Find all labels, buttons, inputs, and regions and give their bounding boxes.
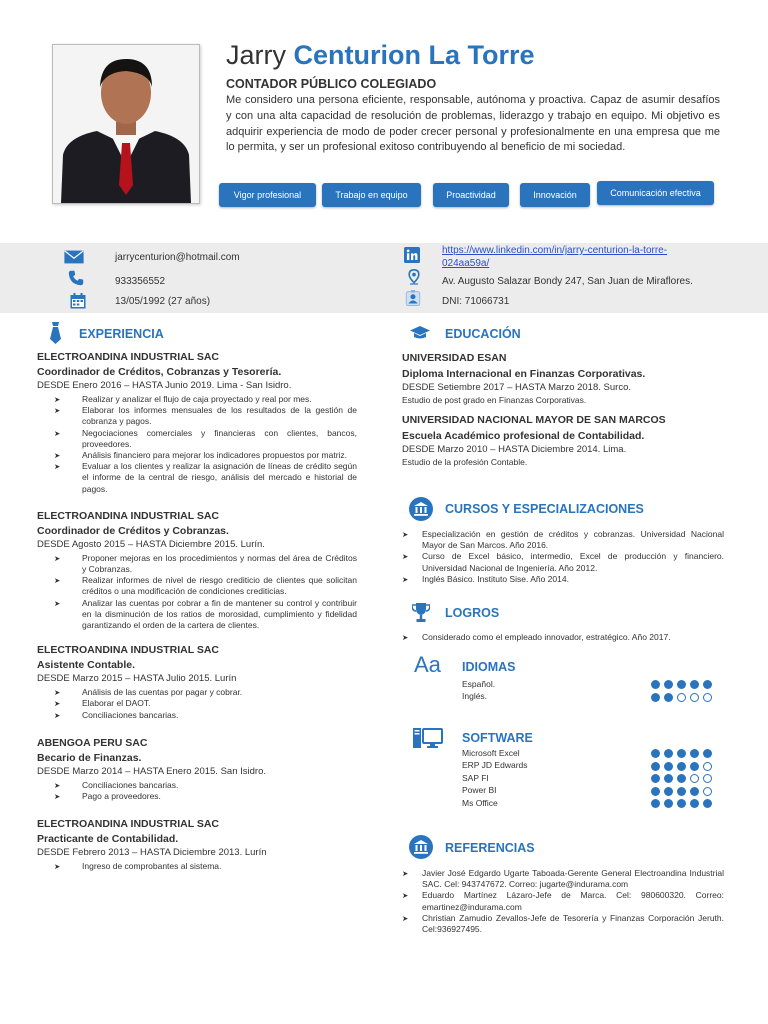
- job-role: Becario de Finanzas.: [37, 751, 142, 764]
- education-list: [402, 351, 727, 468]
- reference-item: ➤ Javier José Edgardo Ugarte Taboada-Gerente General Electroandina Industrial SAC. Cel: 943747672. Correo: jugarte@indurama.com: [402, 868, 724, 890]
- experience-list: [37, 350, 357, 872]
- job-bullet: ➤ Conciliaciones bancarias.: [68, 780, 357, 791]
- job-role: Asistente Contable.: [37, 659, 136, 672]
- rating-dot-filled: [651, 749, 660, 758]
- software-name: Ms Office: [462, 797, 498, 808]
- skill-badge-innovation: Innovación: [520, 183, 590, 207]
- experience-heading: EXPERIENCIA: [79, 327, 164, 341]
- tie-icon: [50, 322, 61, 344]
- job-bullet: ➤ Conciliaciones bancarias.: [68, 710, 357, 721]
- rating-dot-empty: [703, 774, 712, 783]
- skill-badge-teamwork: Trabajo en equipo: [322, 183, 421, 207]
- job-bullet: ➤ Realizar informes de nivel de riesgo crediticio de clientes que solicitan créditos o una modificación de condiciones crediticias.: [68, 575, 357, 597]
- job-entry: [37, 736, 357, 802]
- job-dates: DESDE Marzo 2014 – HASTA Enero 2015. San Isidro.: [37, 765, 266, 777]
- references-list: [402, 868, 724, 935]
- rating-dot-filled: [677, 749, 686, 758]
- education-entry: [402, 413, 727, 468]
- job-bullet: ➤ Pago a proveedores.: [68, 791, 357, 802]
- rating-dot-filled: [651, 799, 660, 808]
- rating-dot-filled: [664, 749, 673, 758]
- job-dates: DESDE Marzo 2015 – HASTA Julio 2015. Lurín: [37, 673, 237, 685]
- rating-dot-empty: [677, 693, 686, 702]
- phone-icon: [66, 270, 86, 286]
- courses-heading: CURSOS Y ESPECIALIZACIONES: [445, 502, 644, 516]
- job-company: ELECTROANDINA INDUSTRIAL SAC: [37, 509, 220, 522]
- trophy-icon: [412, 603, 430, 623]
- rating-dot-filled: [690, 680, 699, 689]
- software-level-rating: [651, 799, 712, 808]
- job-bullet: ➤ Realizar y analizar el flujo de caja proyectado y real por mes.: [68, 394, 357, 405]
- languages-list: [462, 678, 495, 703]
- education-degree: Escuela Académico profesional de Contabilidad.: [402, 430, 645, 442]
- job-bullets: [68, 687, 357, 721]
- software-level-rating: [651, 762, 712, 771]
- calendar-icon: [68, 293, 88, 309]
- job-bullet: ➤ Análisis de las cuentas por pagar y cobrar.: [68, 687, 357, 698]
- language-level-rating: [651, 693, 712, 702]
- rating-dot-empty: [690, 693, 699, 702]
- rating-dot-filled: [664, 680, 673, 689]
- job-dates: DESDE Febrero 2013 – HASTA Diciembre 2013. Lurín: [37, 847, 267, 859]
- job-company: ELECTROANDINA INDUSTRIAL SAC: [37, 644, 220, 657]
- software-name: Microsoft Excel: [462, 748, 520, 758]
- software-name: SAP FI: [462, 772, 489, 783]
- job-company: ELECTROANDINA INDUSTRIAL SAC: [37, 818, 220, 831]
- job-dates: DESDE Agosto 2015 – HASTA Diciembre 2015. Lurín.: [37, 538, 265, 550]
- candidate-name: [226, 40, 535, 71]
- reference-item: ➤ Eduardo Martínez Lázaro-Jefe de Marca. Cel: 980600320. Correo: emartinez@indurama.com: [402, 890, 724, 912]
- rating-dot-filled: [703, 749, 712, 758]
- job-role: Coordinador de Créditos, Cobranzas y Tesorería.: [37, 366, 282, 378]
- job-entry: [37, 350, 357, 495]
- rating-dot-filled: [690, 762, 699, 771]
- references-icon: [409, 835, 433, 859]
- education-note: Estudio de la profesión Contable.: [402, 457, 528, 467]
- rating-dot-empty: [703, 787, 712, 796]
- achievements-heading: LOGROS: [445, 606, 500, 620]
- rating-dot-filled: [690, 799, 699, 808]
- email-icon: [64, 249, 84, 265]
- rating-dot-filled: [677, 680, 686, 689]
- skill-badge-vigor: Vigor profesional: [219, 183, 316, 207]
- reference-item: ➤ Christian Zamudio Zevallos-Jefe de Tesorería y Finanzas Corporación Jeruth. Cel:936927495.: [402, 913, 724, 935]
- linkedin-icon: [402, 247, 422, 263]
- references-heading: REFERENCIAS: [445, 841, 535, 855]
- job-bullet: ➤ Proponer mejoras en los procedimientos y normas del área de Créditos y Cobranzas.: [68, 553, 357, 575]
- job-dates: DESDE Enero 2016 – HASTA Junio 2019. Lima - San Isidro.: [37, 380, 292, 391]
- rating-dot-filled: [664, 799, 673, 808]
- rating-dot-filled: [677, 762, 686, 771]
- portrait-image: [53, 45, 199, 203]
- job-bullets: [68, 394, 357, 495]
- education-dates: DESDE Marzo 2010 – HASTA Diciembre 2014. Lima.: [402, 444, 627, 455]
- linkedin-link[interactable]: [442, 244, 667, 270]
- job-bullets: [68, 861, 357, 872]
- software-level-rating: [651, 749, 712, 758]
- education-entry: [402, 351, 727, 406]
- id-card-icon: [403, 290, 423, 306]
- rating-dot-filled: [651, 774, 660, 783]
- course-item: ➤ Especialización en gestión de créditos y cobranzas. Universidad Nacional Mayor de San Marcos. Año 2016.: [402, 529, 724, 551]
- skill-badge-proactivity: Proactividad: [433, 183, 509, 207]
- graduation-cap-icon: [410, 326, 430, 340]
- courses-list: [402, 529, 724, 585]
- software-heading: SOFTWARE: [462, 731, 533, 745]
- software-level-rating: [651, 787, 712, 796]
- job-company: ELECTROANDINA INDUSTRIAL SAC: [37, 351, 220, 363]
- skill-badge-communication: Comunicación efectiva: [597, 181, 714, 205]
- software-name: ERP JD Edwards: [462, 760, 528, 771]
- rating-dot-filled: [677, 774, 686, 783]
- rating-dot-filled: [651, 787, 660, 796]
- rating-dot-filled: [651, 762, 660, 771]
- language-name: Inglés.: [462, 691, 488, 702]
- dni-text: DNI: 71066731: [442, 296, 510, 307]
- last-name: Centurion La Torre: [293, 40, 535, 70]
- first-name: Jarry: [226, 40, 286, 70]
- rating-dot-filled: [664, 762, 673, 771]
- education-school: UNIVERSIDAD ESAN: [402, 352, 507, 364]
- rating-dot-empty: [690, 774, 699, 783]
- achievements-list: [402, 632, 724, 643]
- phone-text: 933356552: [115, 276, 166, 287]
- rating-dot-filled: [703, 799, 712, 808]
- software-level-rating: [651, 774, 712, 783]
- education-dates: DESDE Setiembre 2017 – HASTA Marzo 2018. Surco.: [402, 382, 631, 393]
- job-company: ABENGOA PERU SAC: [37, 736, 148, 749]
- rating-dot-filled: [703, 680, 712, 689]
- institution-icon: [409, 497, 433, 521]
- rating-dot-filled: [690, 749, 699, 758]
- job-bullet: ➤ Evaluar a los clientes y realizar la asignación de líneas de crédito según el informe de la central de riesgo, análisis del mercado e historial de pagos.: [68, 461, 357, 495]
- job-bullet: ➤ Análisis financiero para mejorar los indicadores propuestos por matriz.: [68, 450, 357, 461]
- job-role: Coordinador de Créditos y Cobranzas.: [37, 524, 229, 537]
- rating-dot-filled: [651, 693, 660, 702]
- linkedin-link-line1[interactable]: https://www.linkedin.com/in/jarry-centurion-la-torre-: [442, 245, 668, 256]
- location-pin-icon: [404, 269, 424, 285]
- rating-dot-filled: [664, 774, 673, 783]
- software-list: [462, 747, 528, 809]
- rating-dot-filled: [690, 787, 699, 796]
- software-name: Power BI: [462, 785, 497, 796]
- address-text: Av. Augusto Salazar Bondy 247, San Juan de Miraflores.: [442, 276, 693, 287]
- job-bullet: ➤ Negociaciones comerciales y financieras con clientes, bancos, proveedores.: [68, 428, 357, 450]
- education-school: UNIVERSIDAD NACIONAL MAYOR DE SAN MARCOS: [402, 414, 666, 426]
- job-entry: [37, 817, 357, 872]
- course-item: ➤ Inglés Básico. Instituto Sise. Año 2014.: [402, 574, 724, 585]
- rating-dot-empty: [703, 693, 712, 702]
- job-bullet: ➤ Ingreso de comprobantes al sistema.: [68, 861, 357, 872]
- language-level-rating: [651, 680, 712, 689]
- job-entry: [37, 643, 357, 721]
- job-role: Practicante de Contabilidad.: [37, 833, 179, 846]
- rating-dot-filled: [664, 693, 673, 702]
- job-bullet: ➤ Elaborar los informes mensuales de los resultados de la gestión de cobranza y pagos.: [68, 405, 357, 427]
- education-degree: Diploma Internacional en Finanzas Corporativas.: [402, 368, 646, 380]
- job-bullets: [68, 780, 357, 802]
- job-bullet: ➤ Analizar las cuentas por cobrar a fin de mantener su control y contribuir en la disminución de los ratios de morosidad, cumplimiento y fidelidad garantizando el orden de la cartera de clientes.: [68, 598, 357, 632]
- rating-dot-filled: [677, 799, 686, 808]
- job-bullet: ➤ Elaborar el DAOT.: [68, 698, 357, 709]
- profile-summary: Me considero una persona eficiente, responsable, autónoma y proactiva. Capaz de asumir desafíos y con una alta capacidad de resolución de problemas, liderazgo y trabajo en equipo. Mi objetivo es adquirir experiencia de modo de poder crecer personal y profesionalmente en una empresa que me lo permita, y ser un profesional exitoso contribuyendo al beneficio de mi sociedad.: [226, 94, 720, 154]
- achievement-item: ➤ Considerado como el empleado innovador, estratégico. Año 2017.: [402, 632, 724, 643]
- course-item: ➤ Curso de Excel básico, intermedio, Excel de producción y financiero. Universidad Nacional de Ingeniería. Año 2012.: [402, 551, 724, 573]
- job-bullets: [68, 553, 357, 631]
- language-icon: Aa: [414, 652, 441, 677]
- rating-dot-filled: [677, 787, 686, 796]
- rating-dot-filled: [651, 680, 660, 689]
- languages-heading: IDIOMAS: [462, 660, 516, 674]
- education-note: Estudio de post grado en Finanzas Corporativas.: [402, 395, 587, 405]
- computer-icon: [413, 728, 443, 750]
- professional-title: CONTADOR PÚBLICO COLEGIADO: [226, 77, 437, 91]
- profile-photo: [52, 44, 200, 204]
- email-text[interactable]: jarrycenturion@hotmail.com: [115, 252, 240, 263]
- language-name: Español.: [462, 679, 496, 689]
- rating-dot-empty: [703, 762, 712, 771]
- education-heading: EDUCACIÓN: [445, 327, 521, 341]
- birthdate-text: 13/05/1992 (27 años): [115, 296, 211, 307]
- rating-dot-filled: [664, 787, 673, 796]
- job-entry: [37, 509, 357, 631]
- linkedin-link-line2[interactable]: 024aa59a/: [442, 258, 490, 269]
